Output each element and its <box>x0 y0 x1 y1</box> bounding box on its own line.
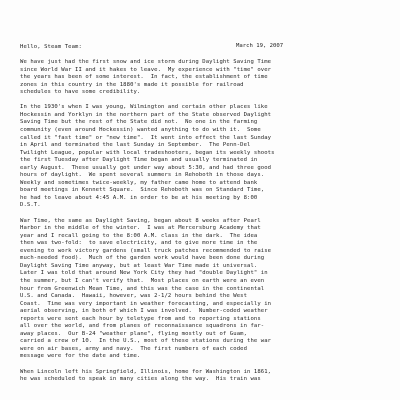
text-line: message were for the date and time. <box>20 353 141 360</box>
paragraph <box>20 218 376 361</box>
text-line: he had to leave about 4:45 A.M. in order to be at his meeting by 8:00 <box>20 194 258 201</box>
text-line: Saving Time but the rest of the State did not. No one in the farming <box>20 119 258 126</box>
text-line: schedules to have some credibility. <box>20 89 141 96</box>
text-line: community (even around Hockessin) wanted anything to do with it. Some <box>20 127 261 134</box>
text-line: in April and terminated the last Sunday in September. The Penn-Del <box>20 142 251 149</box>
text-line: called it "fast time" or "new time". It went into effect the last Sunday <box>20 134 272 141</box>
text-line: U.S. and Canada. Hawaii, however, was 2-1/2 hours behind the West <box>20 293 248 300</box>
text-line: Hockessin and Yorklyn in the northern part of the State observed Daylight <box>20 111 272 118</box>
text-line: War Time, the same as Daylight Saving, began about 8 weeks after Pearl <box>20 217 261 224</box>
text-line: evening to work victory gardens (small truck patches recommended to raise <box>20 247 272 254</box>
letter-date: March 19, 2007 <box>236 43 284 49</box>
text-line: We have just had the first snow and ice storm during Daylight Saving Time <box>20 59 272 66</box>
text-line: Twilight League, popular with local tradeshooters, began its weekly shoots <box>20 149 275 156</box>
text-line: the summer, but I can't verify that. Most places on earth were an even <box>20 277 265 284</box>
text-line: since World War II and it hakes to leave. My experience with "time" over <box>20 66 272 73</box>
text-line: the first Tuesday after Daylight Time began and usually terminated in <box>20 157 258 164</box>
paragraph <box>20 104 376 210</box>
text-line: Weekly and sometimes twice-weekly, my father came home to attend bank <box>20 179 258 186</box>
text-line: the years has been of some interest. In fact, the establishment of time <box>20 74 268 81</box>
text-line: carried a crew of 10. In the U.S., most of these stations during the war <box>20 338 272 345</box>
letter-body <box>20 44 376 384</box>
text-line: then was two-fold: to save electricity, and to give more time in the <box>20 240 258 247</box>
text-line: hour from Greenwich Mean Time, and this was the case in the continental <box>20 285 265 292</box>
paragraph <box>20 59 376 97</box>
paragraph-gap <box>20 97 376 105</box>
text-line: away places. Our B-24 "weather plane", flying mostly out of Guam, <box>20 330 248 337</box>
text-line: were on air bases, army and navy. The first numbers of each coded <box>20 345 248 352</box>
text-line: he was scheduled to speak in many cities along the way. His train was <box>20 376 261 383</box>
text-line: Daylight Saving Time anyway, but at least War Time made it universal. <box>20 262 258 269</box>
text-line: Later I was told that around New York City they had "double Daylight" in <box>20 270 268 277</box>
letter-paragraphs <box>20 59 376 384</box>
text-line: all over the world, and from planes of reconnaissance squadrons in far- <box>20 323 265 330</box>
text-line: board meetings in Kennett Square. Since Rehoboth was on Standard Time, <box>20 187 265 194</box>
paragraph-gap <box>20 52 376 60</box>
text-line: hours of daylight. We spent several summers in Rehoboth in those days. <box>20 172 265 179</box>
text-line: reports were sent each hour by teletype from and to reporting stations <box>20 315 261 322</box>
text-line: In the 1930's when I was young, Wilmington and certain other places like <box>20 104 268 111</box>
text-line: When Lincoln left his Springfield, Illinois, home for Washington in 1861, <box>20 368 272 375</box>
salutation: Hello, Steam Team: <box>20 44 82 50</box>
text-line: year and I recall going to the 8:00 A.M. class in the dark. The idea <box>20 232 258 239</box>
paragraph-gap <box>20 210 376 218</box>
text-line: early August. These usually got under way about 5:30, and had three good <box>20 164 272 171</box>
text-line: much-needed food). Much of the garden work would have been done during <box>20 255 265 262</box>
text-line: aerial observing, in both of which I was involved. Number-coded weather <box>20 308 268 315</box>
text-line: zones in this country in the 1880's made it possible for railroad <box>20 81 244 88</box>
paragraph-gap <box>20 361 376 369</box>
paragraph <box>20 369 376 384</box>
text-line: Coast. Time was very important in weather forecasting, and especially in <box>20 300 272 307</box>
text-line: D.S.T. <box>20 202 41 209</box>
text-line: Harbor in the middle of the winter. I was at Mercersburg Academy that <box>20 225 261 232</box>
